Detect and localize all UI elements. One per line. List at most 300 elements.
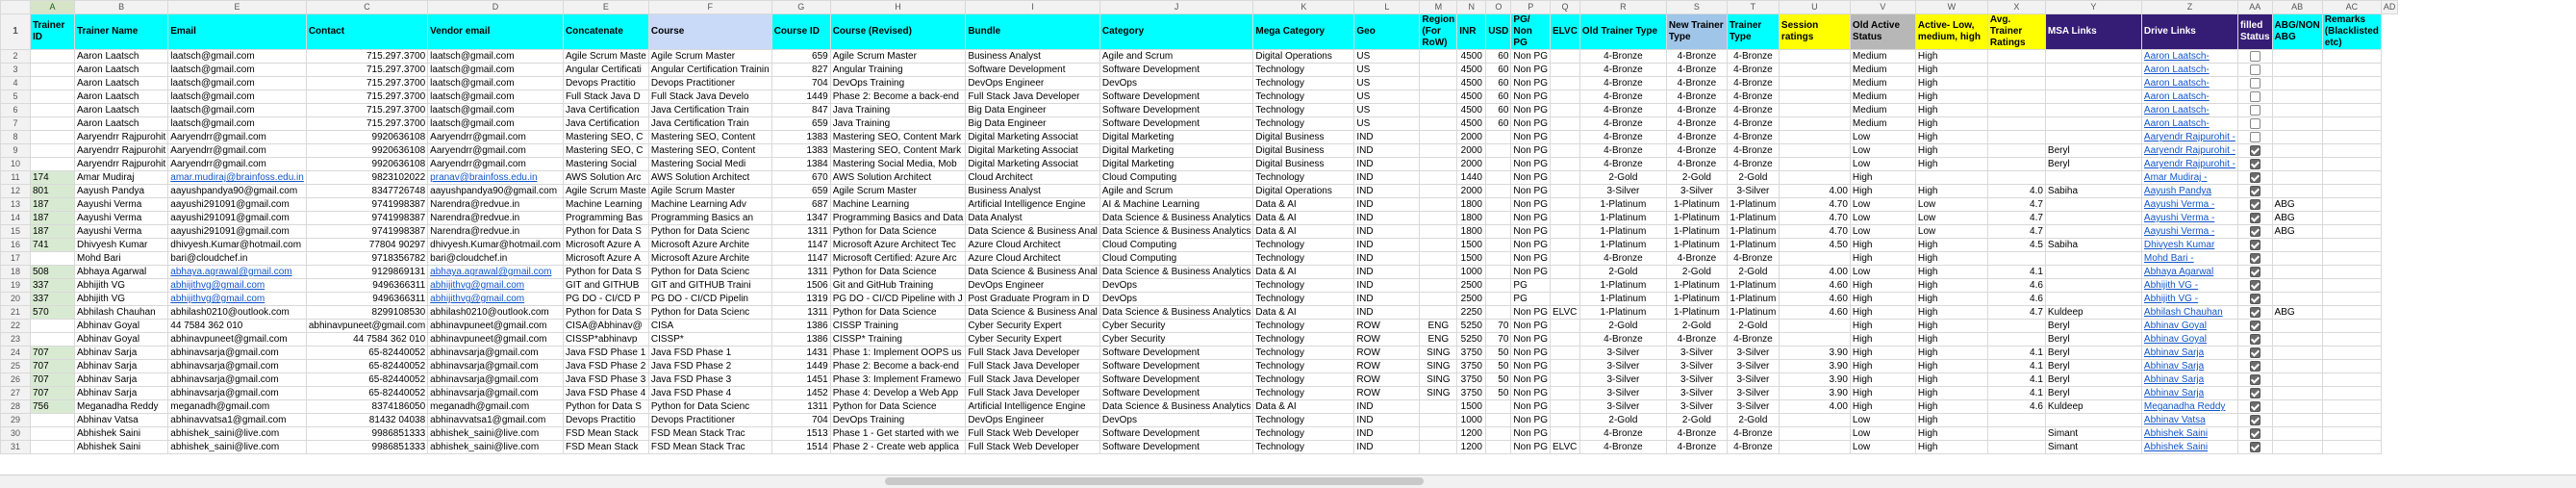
cell[interactable] [1457,441,1486,454]
cell[interactable] [306,266,427,279]
cell[interactable] [1666,158,1727,171]
cell[interactable] [306,333,427,347]
cell[interactable] [830,144,966,158]
cell[interactable] [1511,158,1551,171]
cell[interactable] [1253,64,1354,77]
cell[interactable] [648,347,771,360]
row-header[interactable]: 28 [1,400,31,414]
cell[interactable] [1550,64,1579,77]
cell[interactable] [1099,441,1253,454]
cell[interactable] [428,360,564,373]
column-header-4[interactable]: C [306,1,427,14]
cell[interactable] [2272,144,2322,158]
cell[interactable] [1253,212,1354,225]
header-cell[interactable]: Vendor email [428,14,564,50]
cell[interactable] [2272,279,2322,293]
cell[interactable] [1915,198,1987,212]
cell[interactable] [1579,158,1666,171]
checkbox-icon[interactable] [2250,294,2260,304]
cell[interactable] [830,77,966,90]
cell[interactable] [1915,441,1987,454]
column-header-10[interactable]: I [966,1,1100,14]
cell[interactable] [2045,441,2141,454]
cell[interactable] [2272,360,2322,373]
cell[interactable] [1666,373,1727,387]
header-cell[interactable]: Course (Revised) [830,14,966,50]
cell[interactable] [1511,347,1551,360]
cell[interactable] [2272,198,2322,212]
cell[interactable] [1457,347,1486,360]
cell[interactable] [771,158,830,171]
cell[interactable] [2141,400,2237,414]
cell[interactable] [1666,293,1727,306]
cell[interactable] [771,90,830,104]
cell[interactable] [168,212,307,225]
cell[interactable] [428,266,564,279]
cell[interactable] [1511,306,1551,320]
row-header[interactable]: 27 [1,387,31,400]
cell[interactable] [1579,387,1666,400]
cell[interactable] [1987,131,2045,144]
row-header[interactable]: 12 [1,185,31,198]
cell[interactable] [1457,185,1486,198]
cell[interactable] [1850,373,1915,387]
header-cell[interactable]: Session ratings [1779,14,1850,50]
cell[interactable] [1354,239,1420,252]
cell[interactable] [966,64,1100,77]
cell[interactable] [306,400,427,414]
cell[interactable] [563,239,648,252]
cell[interactable] [1550,252,1579,266]
cell[interactable] [1666,64,1727,77]
cell[interactable] [2322,158,2381,171]
cell[interactable] [1987,400,2045,414]
cell[interactable] [2045,266,2141,279]
cell[interactable] [1727,104,1779,117]
cell[interactable] [168,441,307,454]
checkbox-icon[interactable] [2250,361,2260,372]
cell[interactable] [1511,373,1551,387]
cell[interactable] [1779,333,1850,347]
cell[interactable] [1987,373,2045,387]
cell[interactable] [771,400,830,414]
column-header-9[interactable]: H [830,1,966,14]
cell[interactable] [2141,293,2237,306]
cell[interactable] [1457,293,1486,306]
cell[interactable] [2141,279,2237,293]
cell[interactable] [563,64,648,77]
cell[interactable] [428,64,564,77]
cell[interactable] [1915,427,1987,441]
cell[interactable] [2322,387,2381,400]
cell[interactable] [1457,373,1486,387]
cell[interactable] [1666,225,1727,239]
cell[interactable] [1550,306,1579,320]
cell[interactable] [2322,306,2381,320]
cell[interactable] [1511,333,1551,347]
cell[interactable] [1727,414,1779,427]
cell[interactable] [966,373,1100,387]
cell[interactable] [1457,279,1486,293]
cell[interactable] [771,373,830,387]
cell[interactable] [1550,333,1579,347]
cell[interactable] [1850,90,1915,104]
checkbox-icon[interactable] [2250,186,2260,196]
cell[interactable] [1457,427,1486,441]
column-header-19[interactable]: R [1579,1,1666,14]
cell[interactable] [1253,347,1354,360]
cell[interactable] [2322,144,2381,158]
cell[interactable] [771,225,830,239]
cell[interactable] [648,158,771,171]
cell[interactable] [1850,333,1915,347]
cell[interactable] [1915,387,1987,400]
cell[interactable] [1354,252,1420,266]
cell[interactable] [1486,212,1511,225]
cell[interactable] [1666,252,1727,266]
cell[interactable] [1420,320,1457,333]
cell[interactable] [966,185,1100,198]
cell[interactable] [1253,171,1354,185]
cell[interactable] [75,279,168,293]
cell[interactable] [31,158,75,171]
cell[interactable] [2045,64,2141,77]
cell[interactable] [1354,185,1420,198]
cell[interactable] [1253,158,1354,171]
cell[interactable] [563,171,648,185]
cell[interactable] [1550,414,1579,427]
cell[interactable] [2141,185,2237,198]
cell[interactable] [2272,347,2322,360]
cell[interactable] [1457,198,1486,212]
cell[interactable] [1420,252,1457,266]
cell[interactable] [1915,333,1987,347]
cell[interactable] [563,333,648,347]
cell[interactable] [2141,225,2237,239]
cell[interactable] [1511,320,1551,333]
cell[interactable] [1457,90,1486,104]
cell[interactable] [2272,171,2322,185]
cell[interactable] [1850,158,1915,171]
row-header[interactable]: 7 [1,117,31,131]
cell[interactable] [1099,171,1253,185]
cell[interactable] [1253,50,1354,64]
cell[interactable] [1779,252,1850,266]
cell[interactable] [2045,239,2141,252]
cell[interactable] [1550,225,1579,239]
cell[interactable] [1579,239,1666,252]
cell[interactable] [31,131,75,144]
cell[interactable] [830,306,966,320]
cell[interactable] [1486,158,1511,171]
cell[interactable] [1987,293,2045,306]
cell[interactable] [1457,320,1486,333]
cell[interactable] [1099,225,1253,239]
cell[interactable] [1727,252,1779,266]
cell[interactable] [1987,320,2045,333]
cell[interactable] [2272,158,2322,171]
cell[interactable] [1666,279,1727,293]
cell[interactable] [1099,185,1253,198]
cell[interactable] [771,360,830,373]
cell[interactable] [1727,360,1779,373]
cell[interactable] [1511,360,1551,373]
cell[interactable] [1550,239,1579,252]
cell[interactable] [771,347,830,360]
cell[interactable] [2322,279,2381,293]
cell[interactable] [1550,144,1579,158]
cell[interactable] [1420,373,1457,387]
cell[interactable] [1727,117,1779,131]
row-header[interactable]: 31 [1,441,31,454]
cell[interactable] [1987,77,2045,90]
row-header[interactable]: 15 [1,225,31,239]
cell[interactable] [1457,212,1486,225]
cell[interactable] [830,225,966,239]
header-cell[interactable]: Drive Links [2141,14,2237,50]
cell[interactable] [1987,360,2045,373]
cell[interactable] [1511,239,1551,252]
cell[interactable] [1253,400,1354,414]
cell[interactable] [1486,252,1511,266]
cell[interactable] [306,360,427,373]
cell[interactable] [966,347,1100,360]
checkbox-icon[interactable] [2250,91,2260,102]
cell[interactable] [1099,360,1253,373]
cell[interactable] [168,279,307,293]
cell[interactable] [1666,427,1727,441]
column-header-1[interactable]: A [31,1,75,14]
cell[interactable] [1420,117,1457,131]
cell[interactable] [1850,117,1915,131]
cell[interactable] [771,293,830,306]
cell[interactable] [1457,400,1486,414]
cell[interactable] [1420,77,1457,90]
row-header[interactable]: 22 [1,320,31,333]
cell[interactable] [1850,360,1915,373]
column-header-28[interactable]: AA [2237,1,2272,14]
cell[interactable] [1850,400,1915,414]
cell[interactable] [1253,333,1354,347]
cell[interactable] [1457,171,1486,185]
cell[interactable] [1850,266,1915,279]
cell[interactable] [1550,77,1579,90]
cell[interactable] [2272,414,2322,427]
cell[interactable] [1099,266,1253,279]
cell[interactable] [1579,266,1666,279]
cell[interactable] [1099,387,1253,400]
cell[interactable] [1727,64,1779,77]
cell[interactable] [2045,50,2141,64]
cell[interactable] [1354,414,1420,427]
row-header[interactable]: 11 [1,171,31,185]
cell[interactable] [306,414,427,427]
cell[interactable] [830,252,966,266]
filled-status-checkbox[interactable] [2237,198,2272,212]
cell[interactable] [648,212,771,225]
cell[interactable] [1915,64,1987,77]
cell[interactable] [1987,90,2045,104]
cell[interactable] [1727,266,1779,279]
cell[interactable] [966,158,1100,171]
cell[interactable] [31,414,75,427]
cell[interactable] [1253,104,1354,117]
cell[interactable] [1779,225,1850,239]
cell[interactable] [830,279,966,293]
cell[interactable] [428,131,564,144]
filled-status-checkbox[interactable] [2237,266,2272,279]
cell[interactable] [2322,117,2381,131]
cell[interactable] [75,212,168,225]
cell[interactable] [648,279,771,293]
cell[interactable] [1354,144,1420,158]
cell[interactable] [1779,347,1850,360]
cell[interactable] [1727,400,1779,414]
cell[interactable] [306,90,427,104]
cell[interactable] [1779,50,1850,64]
cell[interactable] [1354,320,1420,333]
cell[interactable] [2045,347,2141,360]
cell[interactable] [1550,347,1579,360]
cell[interactable] [1099,414,1253,427]
cell[interactable] [830,117,966,131]
cell[interactable] [1779,104,1850,117]
cell[interactable] [2045,225,2141,239]
cell[interactable] [1779,212,1850,225]
cell[interactable] [830,427,966,441]
cell[interactable] [2141,387,2237,400]
cell[interactable] [1727,427,1779,441]
cell[interactable] [1987,266,2045,279]
cell[interactable] [771,104,830,117]
cell[interactable] [2272,77,2322,90]
cell[interactable] [1987,414,2045,427]
cell[interactable] [1915,320,1987,333]
cell[interactable] [1550,293,1579,306]
cell[interactable] [1486,293,1511,306]
cell[interactable] [168,90,307,104]
cell[interactable] [771,306,830,320]
cell[interactable] [830,347,966,360]
cell[interactable] [1354,387,1420,400]
cell[interactable] [1850,104,1915,117]
cell[interactable] [1579,185,1666,198]
cell[interactable] [1727,144,1779,158]
cell[interactable] [1987,441,2045,454]
cell[interactable] [1486,144,1511,158]
cell[interactable] [1420,414,1457,427]
checkbox-icon[interactable] [2250,172,2260,183]
cell[interactable] [1579,144,1666,158]
cell[interactable] [1987,171,2045,185]
cell[interactable] [2141,117,2237,131]
cell[interactable] [1727,171,1779,185]
cell[interactable] [2322,414,2381,427]
cell[interactable] [1915,117,1987,131]
cell[interactable] [648,117,771,131]
cell[interactable] [428,293,564,306]
cell[interactable] [1099,427,1253,441]
cell[interactable] [563,320,648,333]
row-header[interactable]: 24 [1,347,31,360]
cell[interactable] [1850,185,1915,198]
cell[interactable] [2272,400,2322,414]
cell[interactable] [1850,239,1915,252]
cell[interactable] [563,373,648,387]
cell[interactable] [966,441,1100,454]
cell[interactable] [1253,441,1354,454]
cell[interactable] [1420,441,1457,454]
cell[interactable] [830,64,966,77]
row-header[interactable]: 16 [1,239,31,252]
cell[interactable] [75,144,168,158]
cell[interactable] [168,347,307,360]
cell[interactable] [168,225,307,239]
cell[interactable] [830,239,966,252]
cell[interactable] [1779,373,1850,387]
cell[interactable] [428,117,564,131]
cell[interactable] [648,50,771,64]
cell[interactable] [966,131,1100,144]
cell[interactable] [31,320,75,333]
cell[interactable] [168,131,307,144]
cell[interactable] [830,266,966,279]
cell[interactable] [1550,198,1579,212]
cell[interactable] [168,171,307,185]
column-header-15[interactable]: N [1457,1,1486,14]
cell[interactable] [1420,144,1457,158]
cell[interactable] [1779,279,1850,293]
cell[interactable] [1511,414,1551,427]
cell[interactable] [648,198,771,212]
cell[interactable] [1420,225,1457,239]
cell[interactable] [31,225,75,239]
cell[interactable] [2045,212,2141,225]
header-cell[interactable]: ELVC [1550,14,1579,50]
cell[interactable] [1779,414,1850,427]
cell[interactable] [1511,144,1551,158]
cell[interactable] [1850,320,1915,333]
cell[interactable] [1987,387,2045,400]
column-header-11[interactable]: J [1099,1,1253,14]
cell[interactable] [1354,117,1420,131]
cell[interactable] [1420,266,1457,279]
filled-status-checkbox[interactable] [2237,333,2272,347]
cell[interactable] [2272,441,2322,454]
cell[interactable] [771,387,830,400]
cell[interactable] [1666,414,1727,427]
cell[interactable] [2141,373,2237,387]
cell[interactable] [1850,64,1915,77]
cell[interactable] [771,77,830,90]
cell[interactable] [306,158,427,171]
checkbox-icon[interactable] [2250,253,2260,264]
cell[interactable] [168,104,307,117]
cell[interactable] [1915,185,1987,198]
cell[interactable] [1666,131,1727,144]
checkbox-icon[interactable] [2250,78,2260,89]
cell[interactable] [1915,400,1987,414]
cell[interactable] [1354,104,1420,117]
cell[interactable] [2322,441,2381,454]
cell[interactable] [1354,90,1420,104]
cell[interactable] [306,293,427,306]
cell[interactable] [2141,64,2237,77]
cell[interactable] [306,50,427,64]
cell[interactable] [1850,77,1915,90]
cell[interactable] [1550,400,1579,414]
cell[interactable] [1915,347,1987,360]
